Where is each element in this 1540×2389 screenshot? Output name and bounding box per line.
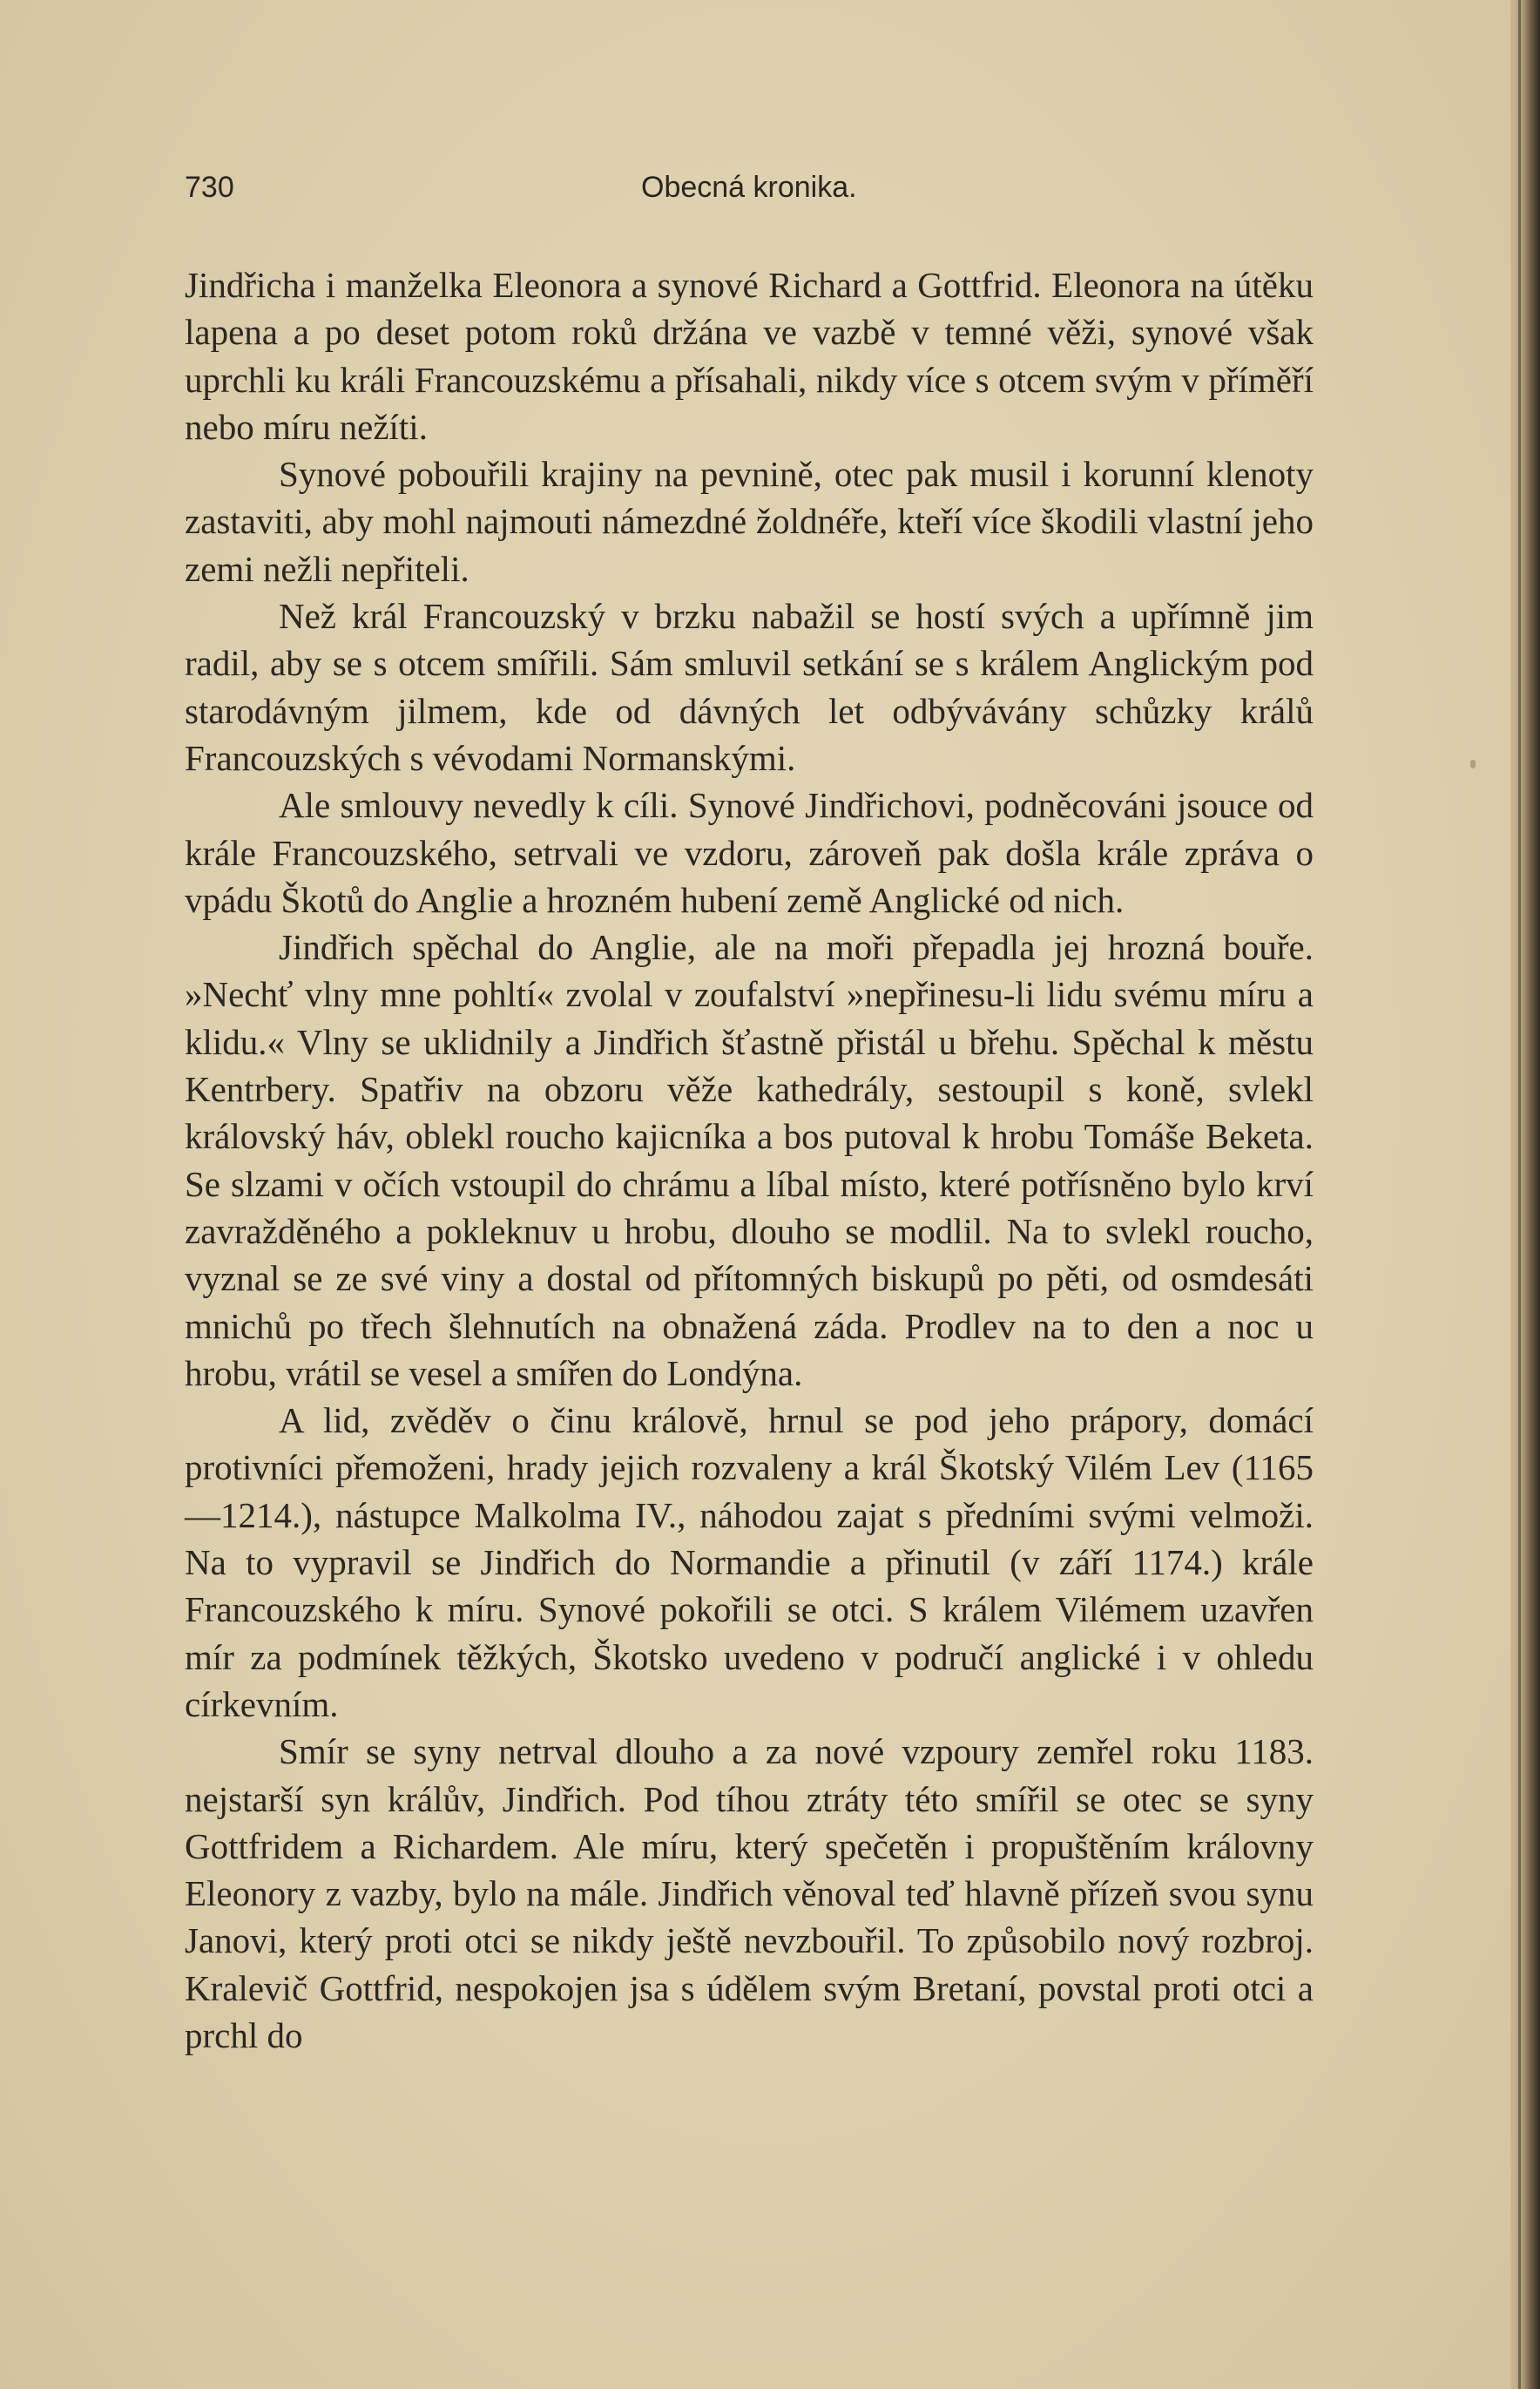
gutter-line [1518,0,1521,2389]
body-text [185,261,1314,2059]
binding-gutter [1510,0,1540,2389]
paragraph-4: Ale smlouvy nevedly k cíli. Synové Jindřichovi, podněcováni jsouce od krále Francouzského, setrvali ve vzdoru, zároveň pak došla krále zpráva o vpádu Škotů do Anglie a hrozném hubení země Anglické od nich. [185,785,1314,920]
running-title: Obecná kronika. [641,171,857,204]
paragraph-7: Smír se syny netrval dlouho a za nové vzpoury zemřel roku 1183. nejstarší syn králův, Jindřich. Pod tíhou ztráty této smířil se otec se syny Gottfridem a Richardem. Ale míru, který spečetěn i propuštěním královny Eleonory z vazby, bylo na mále. Jindřich věnoval teď hlavně přízeň svou synu Janovi, který proti otci se nikdy ještě nevzbouřil. To způsobilo nový rozbroj. Kralevič Gottfrid, nespokojen jsa s údělem svým Bretaní, povstal proti otci a prchl do [185,1731,1314,2055]
paper-speck [1470,760,1476,768]
paragraph-2: Synové pobouřili krajiny na pevnině, otec pak musil i korunní klenoty zastaviti, aby mohl najmouti námezdné žoldnéře, kteří více škodili vlastní jeho zemi nežli nepřiteli. [185,454,1314,589]
paragraph-6: A lid, zvěděv o činu královĕ, hrnul se pod jeho prápory, domácí protivníci přemoženi, hrady jejich rozvaleny a král Škotský Vilém Lev (1165—1214.), nástupce Malkolma IV., náhodou zajat s předními svými velmoži. Na to vypravil se Jindřich do Normandie a přinutil (v září 1174.) krále Francouzského k míru. Synové pokořili se otci. S králem Vilémem uzavřen mír za podmínek těžkých, Škotsko uvedeno v područí anglické i v ohledu církevním. [185,1400,1314,1724]
paragraph-1: Jindřicha i manželka Eleonora a synové Richard a Gottfrid. Eleonora na útěku lapena a po deset potom roků držána ve vazbě v temné věži, synové však uprchli ku králi Francouzskému a přísahali, nikdy více s otcem svým v příměří nebo míru nežíti. [185,265,1314,447]
paragraph-5: Jindřich spěchal do Anglie, ale na moři přepadla jej hrozná bouře. »Nechť vlny mne pohltí« zvolal v zoufalství »nepřinesu-li lidu svému míru a klidu.« Vlny se uklidnily a Jindřich šťastně přistál u břehu. Spěchal k městu Kentrbery. Spatřiv na obzoru věže kathedrály, sestoupil s koně, svlekl královský háv, oblekl roucho kajicníka a bos putoval k hrobu Tomáše Beketa. Se slzami v očích vstoupil do chrámu a líbal místo, které potřísněno bylo krví zavražděného a pokleknuv u hrobu, dlouho se modlil. Na to svlekl roucho, vyznal se ze své viny a dostal od přítomných biskupů po pěti, od osmdesáti mnichů po třech šlehnutích na obnažená záda. Prodlev na to den a noc u hrobu, vrátil se vesel a smířen do Londýna. [185,927,1314,1393]
running-header [185,171,1314,223]
page-number: 730 [185,171,234,204]
paragraph-3: Než král Francouzský v brzku nabažil se hostí svých a upřímně jim radil, aby se s otcem smířili. Sám smluvil setkání se s králem Anglickým pod starodávným jilmem, kde od dávných let odbývávány schůzky králů Francouzských s vévodami Normanskými. [185,596,1314,778]
